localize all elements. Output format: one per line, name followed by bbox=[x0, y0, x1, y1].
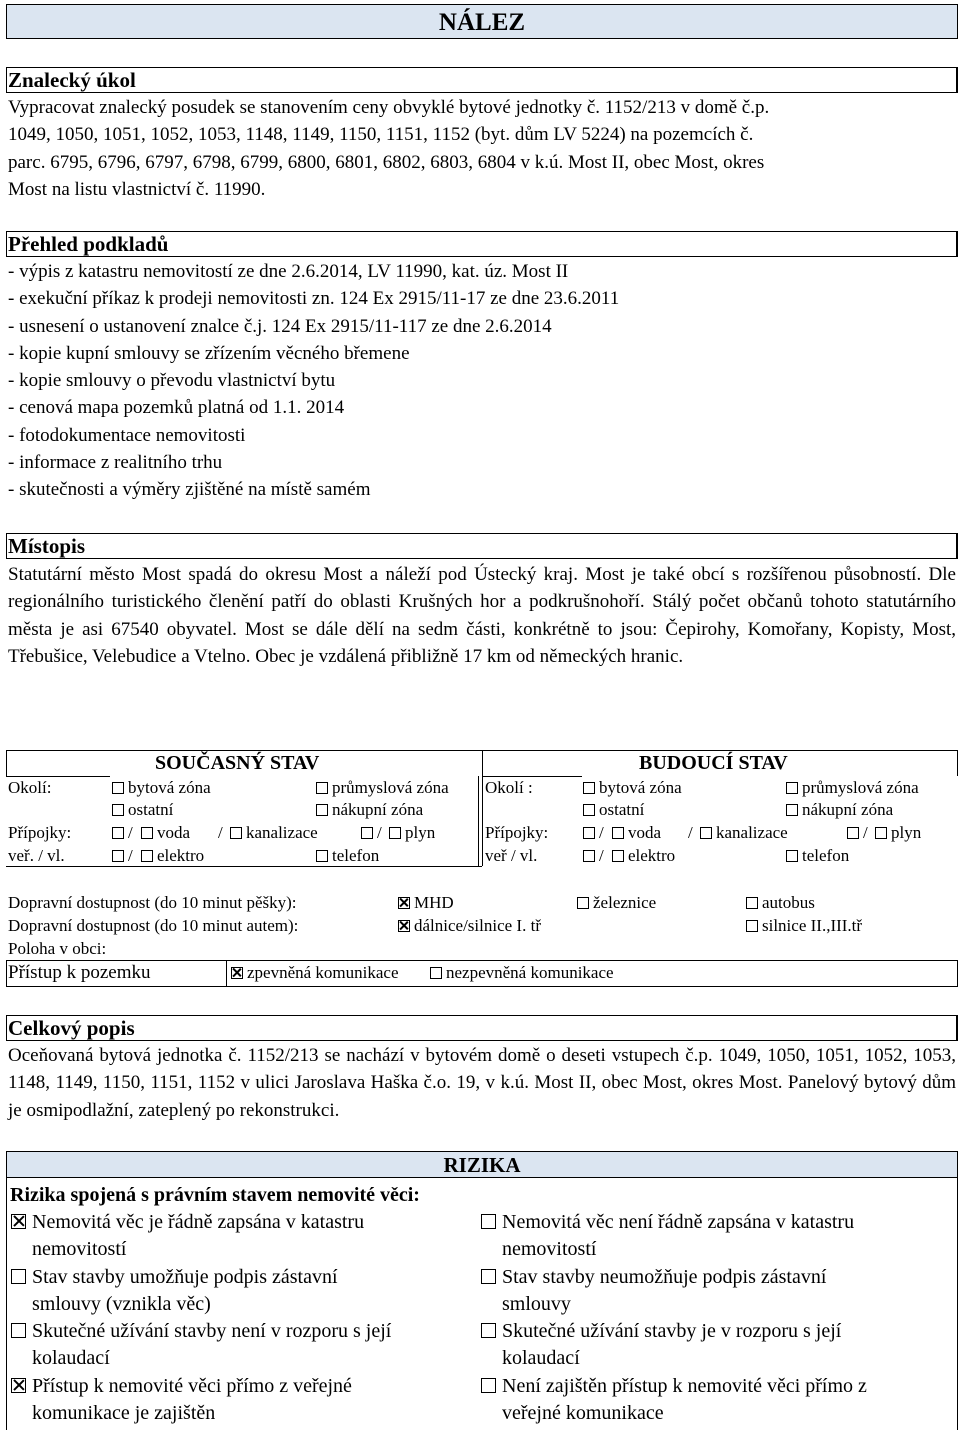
celkovy-popis-text: Oceňovaná bytová jednotka č. 1152/213 se nachází v bytovém domě o deseti vstupech č.p. 1049, 1050, 1051, 1052, 1053, 1148, 1149, 1150, 1151, 1152 v ulici Jaroslava Haška č.o. 19, v k.ú. Most II, obec Most, okres Most. Panelový bytový dům je osmipodlažní, zateplený po rekonstrukci. bbox=[8, 1045, 956, 1121]
future-nakupni-zona[interactable]: nákupní zóna bbox=[786, 799, 893, 821]
section-heading-mistopis: Místopis bbox=[6, 533, 958, 559]
znalecky-line: parc. 6795, 6796, 6797, 6798, 6799, 6800, 6801, 6802, 6803, 6804 v k.ú. Most II, obec Most, okres bbox=[8, 151, 765, 173]
checkbox-icon[interactable] bbox=[230, 827, 242, 839]
okoli-label: Okolí: bbox=[8, 778, 52, 797]
riziko-right-3[interactable]: Skutečné užívání stavby je v rozporu s její kolaudací bbox=[481, 1318, 841, 1373]
list-item: - usnesení o ustanovení znalce č.j. 124 Ex 2915/11-117 ze dne 2.6.2014 bbox=[8, 315, 552, 337]
znalecky-ukol-text bbox=[8, 94, 958, 203]
checkbox-icon[interactable] bbox=[481, 1269, 496, 1284]
checkbox-icon[interactable] bbox=[612, 827, 624, 839]
pristup-label: Přístup k pozemku bbox=[8, 962, 151, 983]
current-nakupni-zona[interactable]: nákupní zóna bbox=[316, 799, 423, 821]
doprava-autobus[interactable]: autobus bbox=[746, 892, 815, 914]
riziko-right-1[interactable]: Nemovitá věc není řádně zapsána v katastru nemovitostí bbox=[481, 1209, 854, 1264]
checked-checkbox-icon[interactable] bbox=[11, 1378, 26, 1393]
future-kanalizace[interactable]: / kanalizace bbox=[688, 823, 788, 842]
podklady-list bbox=[8, 258, 958, 504]
list-item: - kopie kupní smlouvy se zřízením věcného břemene bbox=[8, 342, 410, 364]
list-item: - cenová mapa pozemků platná od 1.1. 2014 bbox=[8, 397, 345, 419]
checkbox-icon[interactable] bbox=[786, 782, 798, 794]
checked-checkbox-icon[interactable] bbox=[231, 967, 243, 979]
checkbox-icon[interactable] bbox=[577, 897, 589, 909]
list-item: - výpis z katastru nemovitostí ze dne 2.6.2014, LV 11990, kat. úz. Most II bbox=[8, 261, 569, 282]
checkbox-icon[interactable] bbox=[746, 920, 758, 932]
list-item: - skutečnosti a výměry zjištěné na místě samém bbox=[8, 479, 371, 501]
current-state-title: SOUČASNÝ STAV bbox=[155, 752, 320, 774]
checkbox-icon[interactable] bbox=[361, 827, 373, 839]
list-item: - informace z realitního trhu bbox=[8, 452, 223, 474]
current-plyn[interactable]: / plyn bbox=[361, 822, 435, 844]
checkbox-icon[interactable] bbox=[847, 827, 859, 839]
section-heading-znalecky-ukol: Znalecký úkol bbox=[6, 67, 958, 93]
checkbox-icon[interactable] bbox=[583, 782, 595, 794]
current-elektro[interactable]: / elektro bbox=[112, 845, 204, 867]
checkbox-icon[interactable] bbox=[583, 804, 595, 816]
checkbox-icon[interactable] bbox=[316, 782, 328, 794]
riziko-left-3[interactable]: Skutečné užívání stavby není v rozporu s její kolaudací bbox=[11, 1318, 391, 1373]
checkbox-icon[interactable] bbox=[700, 827, 712, 839]
section-heading-celkovy-popis: Celkový popis bbox=[6, 1015, 958, 1041]
future-prumyslova-zona[interactable]: průmyslová zóna bbox=[786, 777, 919, 799]
checkbox-icon[interactable] bbox=[141, 827, 153, 839]
riziko-left-4[interactable]: Přístup k nemovité věci přímo z veřejné komunikace je zajištěn bbox=[11, 1373, 352, 1428]
rizika-subtitle: Rizika spojená s právním stavem nemovité věci: bbox=[10, 1184, 420, 1206]
checkbox-icon[interactable] bbox=[316, 850, 328, 862]
current-kanalizace[interactable]: / kanalizace bbox=[218, 823, 318, 842]
current-telefon[interactable]: telefon bbox=[316, 845, 379, 867]
future-ostatni[interactable]: ostatní bbox=[583, 799, 644, 821]
pripojky-label: Přípojky: bbox=[8, 823, 72, 842]
riziko-right-4[interactable]: Není zajištěn přístup k nemovité věci přímo z veřejné komunikace bbox=[481, 1373, 867, 1428]
future-plyn[interactable]: / plyn bbox=[847, 822, 921, 844]
checkbox-icon[interactable] bbox=[786, 804, 798, 816]
znalecky-line: 1049, 1050, 1051, 1052, 1053, 1148, 1149, 1150, 1151, 1152 (byt. dům LV 5224) na pozemcích č. bbox=[8, 124, 754, 146]
checkbox-icon[interactable] bbox=[389, 827, 401, 839]
riziko-left-2[interactable]: Stav stavby umožňuje podpis zástavní smlouvy (vznikla věc) bbox=[11, 1264, 338, 1319]
okoli-label-future: Okolí : bbox=[485, 778, 533, 797]
checkbox-icon[interactable] bbox=[11, 1323, 26, 1338]
mistopis-text: Statutární město Most spadá do okresu Most a náleží pod Ústecký kraj. Most je také obcí s rozšířenou působností. Dle regionálního turistického členění patří do oblasti Krušných hor a podkrušnohoří. Stálý počet občanů tohoto statutárního města je asi 67540 obyvatel. Most se dále dělí na sedm části, konkrétně to jsou: Čepirohy, Komořany, Kopisty, Most, Třebušice, Velebudice a Vtelno. Obec je vzdálená přibližně 17 km od německých hranic. bbox=[8, 564, 956, 667]
checkbox-icon[interactable] bbox=[112, 782, 124, 794]
doprava-autem-label: Dopravní dostupnost (do 10 minut autem): bbox=[8, 916, 299, 935]
checkbox-icon[interactable] bbox=[746, 897, 758, 909]
pristup-nezpevnena[interactable]: nezpevněná komunikace bbox=[430, 962, 614, 984]
doprava-pesky-label: Dopravní dostupnost (do 10 minut pěšky): bbox=[8, 893, 297, 912]
rizika-title: RIZIKA bbox=[6, 1151, 958, 1178]
list-item: - fotodokumentace nemovitosti bbox=[8, 424, 246, 446]
checkbox-icon[interactable] bbox=[481, 1323, 496, 1338]
doprava-dalnice[interactable]: dálnice/silnice I. tř bbox=[398, 915, 541, 937]
checkbox-icon[interactable] bbox=[583, 850, 595, 862]
checkbox-icon[interactable] bbox=[786, 850, 798, 862]
checkbox-icon[interactable] bbox=[875, 827, 887, 839]
checkbox-icon[interactable] bbox=[112, 827, 124, 839]
pripojky-label-future: Přípojky: bbox=[485, 823, 549, 842]
future-elektro[interactable]: / elektro bbox=[583, 845, 675, 867]
checked-checkbox-icon[interactable] bbox=[398, 920, 410, 932]
ver-vl-label-future: veř / vl. bbox=[485, 846, 538, 865]
current-ostatni[interactable]: ostatní bbox=[112, 799, 173, 821]
checkbox-icon[interactable] bbox=[481, 1214, 496, 1229]
current-prumyslova-zona[interactable]: průmyslová zóna bbox=[316, 777, 449, 799]
poloha-label: Poloha v obci: bbox=[8, 939, 107, 958]
riziko-right-2[interactable]: Stav stavby neumožňuje podpis zástavní smlouvy bbox=[481, 1264, 826, 1319]
future-telefon[interactable]: telefon bbox=[786, 845, 849, 867]
checkbox-icon[interactable] bbox=[112, 804, 124, 816]
current-voda[interactable]: / voda bbox=[112, 822, 190, 844]
checkbox-icon[interactable] bbox=[612, 850, 624, 862]
pristup-zpevnena[interactable]: zpevněná komunikace bbox=[231, 962, 399, 984]
section-heading-prehled-podkladu: Přehled podkladů bbox=[6, 231, 958, 257]
doprava-zeleznice[interactable]: železnice bbox=[577, 892, 656, 914]
ver-vl-label: veř. / vl. bbox=[8, 846, 65, 865]
future-voda[interactable]: / voda bbox=[583, 822, 661, 844]
doprava-silnice[interactable]: silnice II.,III.tř bbox=[746, 915, 862, 937]
page-title: NÁLEZ bbox=[6, 4, 958, 39]
riziko-left-1[interactable]: Nemovitá věc je řádně zapsána v katastru nemovitostí bbox=[11, 1209, 364, 1264]
checkbox-icon[interactable] bbox=[583, 827, 595, 839]
list-item: - kopie smlouvy o převodu vlastnictví bytu bbox=[8, 370, 336, 392]
current-bytova-zona[interactable]: bytová zóna bbox=[112, 777, 211, 799]
checkbox-icon[interactable] bbox=[430, 967, 442, 979]
future-state-title: BUDOUCÍ STAV bbox=[639, 752, 788, 774]
future-bytova-zona[interactable]: bytová zóna bbox=[583, 777, 682, 799]
doprava-mhd[interactable]: MHD bbox=[398, 892, 454, 914]
checked-checkbox-icon[interactable] bbox=[11, 1214, 26, 1229]
checkbox-icon[interactable] bbox=[141, 850, 153, 862]
checkbox-icon[interactable] bbox=[481, 1378, 496, 1393]
checkbox-icon[interactable] bbox=[112, 850, 124, 862]
znalecky-line: Vypracovat znalecký posudek se stanovením ceny obvyklé bytové jednotky č. 1152/213 v domě č.p. bbox=[8, 97, 770, 118]
checked-checkbox-icon[interactable] bbox=[398, 897, 410, 909]
list-item: - exekuční příkaz k prodeji nemovitosti zn. 124 Ex 2915/11-17 ze dne 23.6.2011 bbox=[8, 288, 620, 310]
checkbox-icon[interactable] bbox=[316, 804, 328, 816]
znalecky-line: Most na listu vlastnictví č. 11990. bbox=[8, 178, 266, 200]
checkbox-icon[interactable] bbox=[11, 1269, 26, 1284]
